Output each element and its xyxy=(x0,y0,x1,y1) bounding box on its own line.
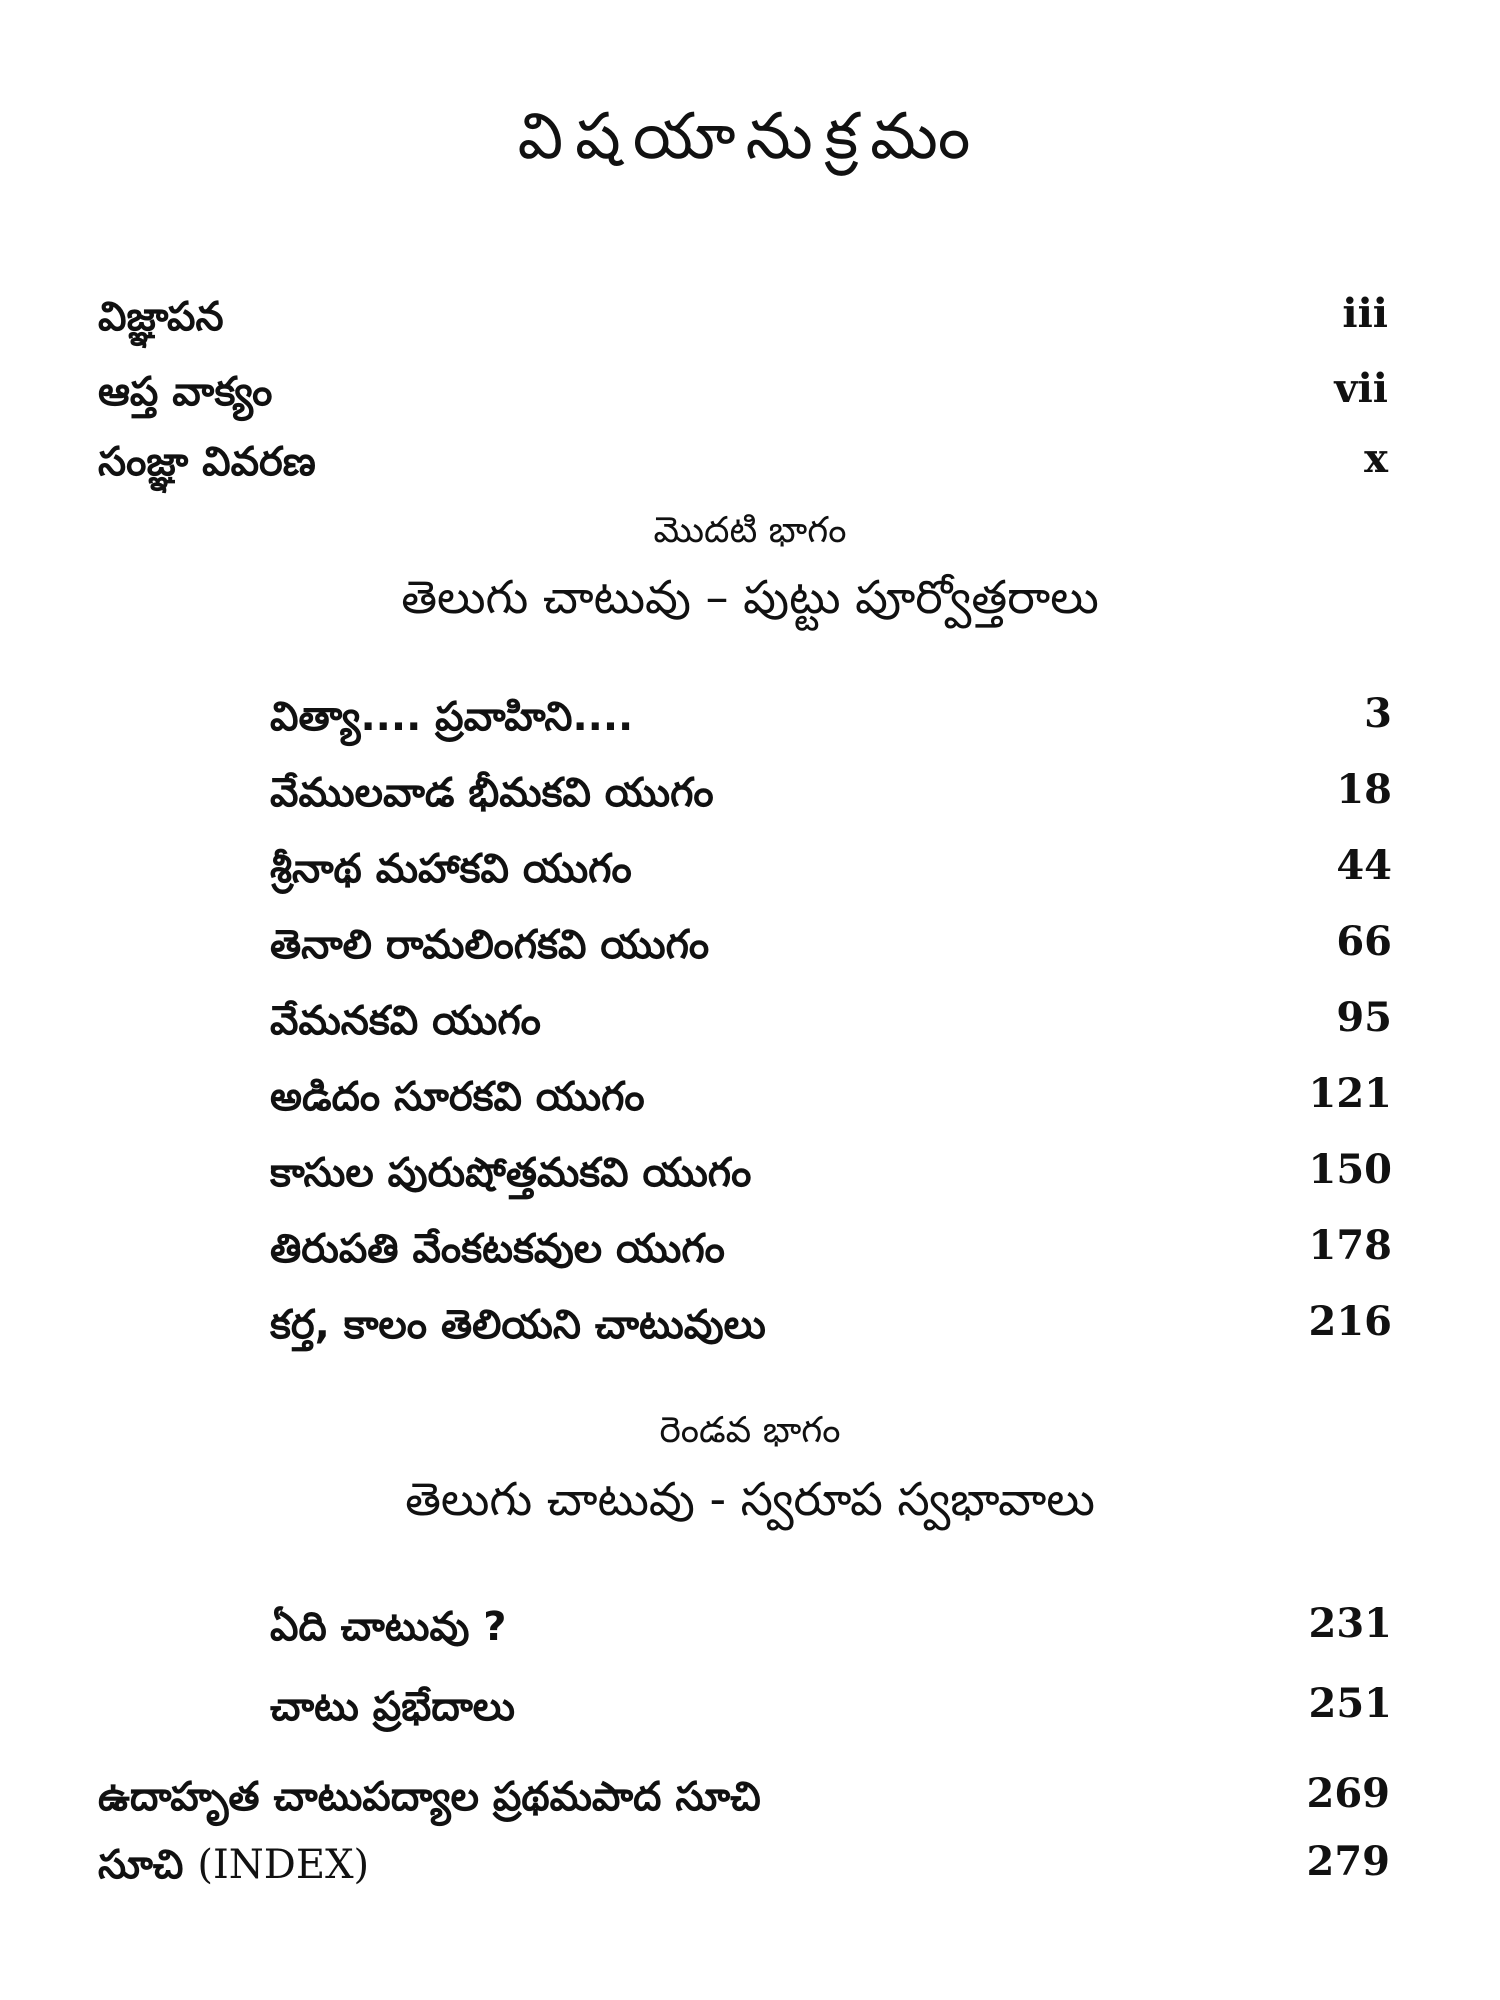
toc-entry-part1-9[interactable] xyxy=(270,1298,1392,1358)
toc-entry-part1-5[interactable] xyxy=(270,994,1392,1054)
part2-heading: రెండవ భాగం xyxy=(659,1410,841,1451)
toc-entry-page: 95 xyxy=(1336,994,1392,1041)
toc-entry-label: కర్త, కాలం తెలియని చాటువులు xyxy=(270,1302,766,1348)
toc-entry-page: vii xyxy=(1334,365,1388,412)
page-title: విషయానుక్రమం xyxy=(517,100,983,174)
toc-entry-part1-2[interactable] xyxy=(270,766,1392,826)
toc-entry-back-2[interactable] xyxy=(98,1838,1390,1898)
toc-entry-label: సంజ్ఞా వివరణ xyxy=(98,439,316,485)
toc-entry-label: చాటు ప్రభేదాలు xyxy=(270,1684,516,1730)
part1-heading: మొదటి భాగం xyxy=(653,510,847,551)
toc-entry-back-1[interactable] xyxy=(98,1770,1390,1830)
toc-entry-page: 18 xyxy=(1336,766,1392,813)
toc-entry-part1-4[interactable] xyxy=(270,918,1392,978)
toc-entry-part1-7[interactable] xyxy=(270,1146,1392,1206)
toc-entry-page: 269 xyxy=(1306,1770,1390,1817)
toc-entry-label: తిరుపతి వేంకటకవుల యుగం xyxy=(270,1226,725,1272)
toc-entry-page: 121 xyxy=(1308,1070,1392,1117)
toc-entry-label: ఆప్త వాక్యం xyxy=(98,369,273,415)
toc-entry-front-1[interactable] xyxy=(98,290,1388,350)
toc-entry-front-3[interactable] xyxy=(98,435,1388,495)
toc-entry-page: 231 xyxy=(1308,1600,1392,1647)
toc-entry-label: విత్యా.... ప్రవాహిని.... xyxy=(270,694,634,740)
toc-entry-label: ఏది చాటువు ? xyxy=(270,1604,507,1650)
toc-entry-front-2[interactable] xyxy=(98,365,1388,425)
toc-entry-label: శ్రీనాథ మహాకవి యుగం xyxy=(270,846,632,892)
toc-entry-label: కాసుల పురుషోత్తమకవి యుగం xyxy=(270,1150,752,1196)
toc-entry-page: 216 xyxy=(1308,1298,1392,1345)
toc-entry-page: 3 xyxy=(1364,690,1392,737)
toc-entry-page: 66 xyxy=(1336,918,1392,965)
index-label-telugu: సూచి xyxy=(98,1842,184,1888)
toc-entry-page: 178 xyxy=(1308,1222,1392,1269)
toc-entry-label: ఉదాహృత చాటుపద్యాల ప్రథమపాద సూచి xyxy=(98,1774,761,1820)
toc-entry-part1-3[interactable] xyxy=(270,842,1392,902)
toc-entry-part1-1[interactable] xyxy=(270,690,1392,750)
toc-entry-label: తెనాలి రామలింగకవి యుగం xyxy=(270,922,710,968)
toc-entry-part1-8[interactable] xyxy=(270,1222,1392,1282)
toc-entry-page: 251 xyxy=(1308,1680,1392,1727)
toc-entry-part2-1[interactable] xyxy=(270,1600,1392,1660)
part2-title: తెలుగు చాటువు - స్వరూప స్వభావాలు xyxy=(405,1472,1095,1526)
index-label-english: (INDEX) xyxy=(197,1842,370,1888)
part1-title: తెలుగు చాటువు – పుట్టు పూర్వోత్తరాలు xyxy=(401,570,1099,624)
toc-entry-label: వేమనకవి యుగం xyxy=(270,998,541,1044)
toc-entry-label: అడిదం సూరకవి యుగం xyxy=(270,1074,645,1120)
toc-entry-page: 44 xyxy=(1336,842,1392,889)
toc-entry-page: iii xyxy=(1342,290,1388,337)
toc-entry-label: వేములవాడ భీమకవి యుగం xyxy=(270,770,714,816)
toc-entry-part2-2[interactable] xyxy=(270,1680,1392,1740)
toc-entry-page: x xyxy=(1364,435,1388,482)
toc-entry-page: 150 xyxy=(1308,1146,1392,1193)
toc-entry-part1-6[interactable] xyxy=(270,1070,1392,1130)
toc-entry-label: విజ్ఞాపన xyxy=(98,294,224,340)
toc-entry-label xyxy=(98,1842,369,1898)
toc-entry-page: 279 xyxy=(1306,1838,1390,1885)
